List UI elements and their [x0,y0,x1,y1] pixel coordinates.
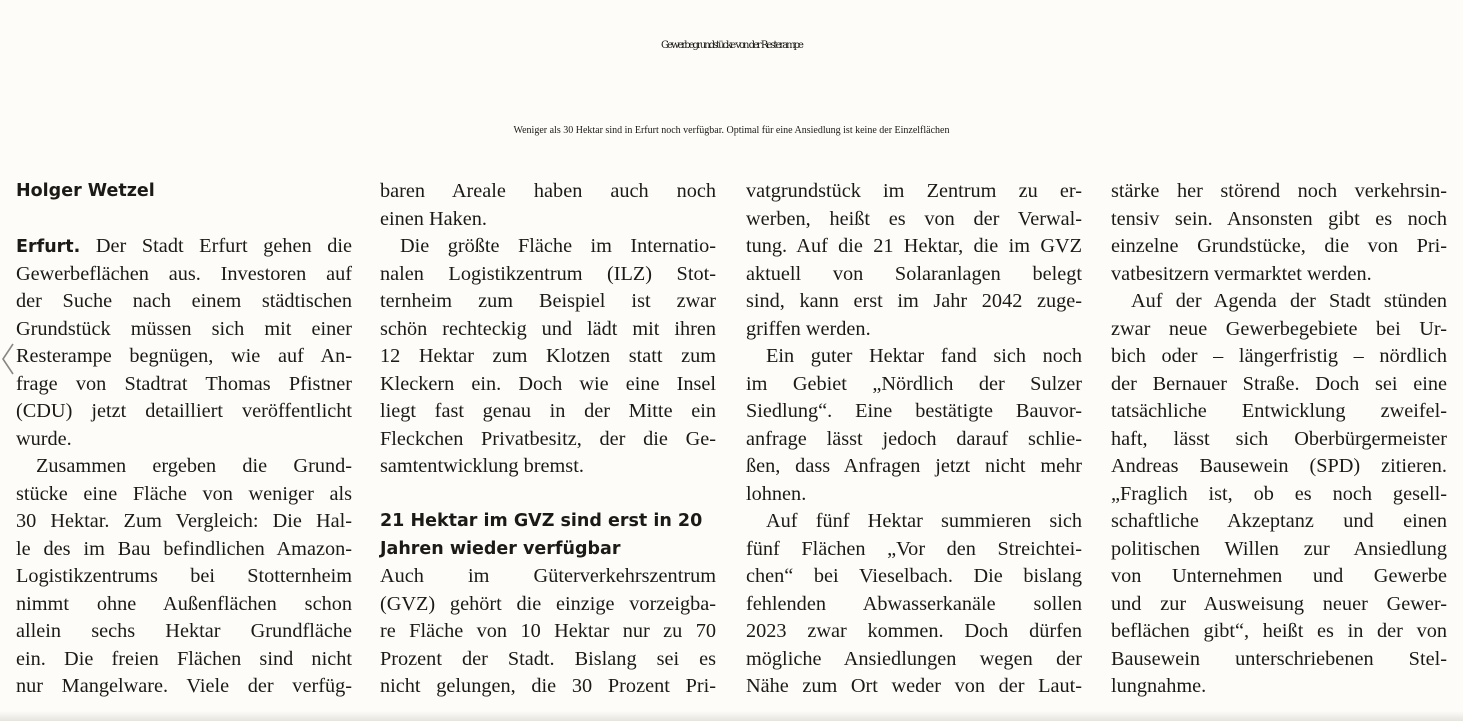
text-line: ternheim zum Beispiel ist zwar [380,290,716,312]
text-line: der Bernauer Straße. Doch sei eine [1111,372,1447,395]
text-line: Siedlung“. Eine bestätigte Bauvor- [746,400,1082,422]
text-line: Auf fünf Hektar summieren sich [766,510,1082,532]
text-line: le des im Bau befindlichen Amazon- [16,537,352,560]
text-line: im Gebiet „Nördlich der Sulzer [746,372,1082,395]
text-line: allein sechs Hektar Grundfläche [16,620,352,642]
text-line: mögliche Ansiedlungen wegen der [746,647,1082,670]
text-line: Nähe zum Ort weder von der Laut- [746,675,1082,697]
text-line: „Fraglich ist, ob es noch gesell- [1111,482,1447,505]
article-column-1 [16,178,352,701]
text-line: nalen Logistikzentrum (ILZ) Stot- [380,262,716,285]
text-line: stärke her störend noch verkehrsin- [1111,180,1447,202]
text-line: Bausewein unterschriebenen Stel- [1111,647,1447,670]
text-line: lungnahme. [1111,675,1207,697]
text-line: aktuell von Solaranlagen belegt [746,262,1082,285]
text-line: Auf der Agenda der Stadt stünden [1131,290,1447,312]
text-line: werben, heißt es von der Verwal- [746,207,1082,230]
text-line: Prozent der Stadt. Bislang sei es [380,647,716,670]
spacer [16,206,352,234]
text-line: stücke eine Fläche von weniger als [16,482,352,505]
text-line: beflächen gibt“, heißt es in der von [1111,620,1447,642]
text-line: schön rechteckig und lädt mit ihren [380,317,716,340]
text-line: 12 Hektar zum Klotzen statt zum [380,345,716,367]
text-line: samtentwicklung bremst. [380,455,584,477]
dateline: Erfurt. [16,237,81,257]
headline: Gewerbegrundstücke von der Resterampe [661,40,802,51]
article-column-3 [746,178,1082,701]
text-line: vatbesitzern vermarktet werden. [1111,262,1372,285]
text-line: nicht gelungen, die 30 Prozent Pri- [380,675,716,697]
text-line: Resterampe begnügen, wie auf An- [16,345,352,367]
text-line: baren Areale haben auch noch [380,180,716,202]
text-line: nur Mangelware. Viele der verfüg- [16,675,352,697]
text-line: ein. Die freien Flächen sind nicht [16,647,352,670]
text-line: (GVZ) gehört die einzige vorzeigba- [380,592,716,615]
text-line: frage von Stadtrat Thomas Pfistner [16,372,352,395]
text-line: Grundstück müssen sich mit einer [16,317,352,340]
text-line: lohnen. [746,482,807,505]
text-line [16,233,352,261]
spacer [380,481,716,509]
page-edge-shadow [0,711,1463,721]
text-line: Auch im Güterverkehrszentrum [380,565,716,587]
text-line: anfrage lässt jedoch darauf schlie- [746,427,1082,450]
text-line: Logistikzentrums bei Stotternheim [16,565,352,587]
text-line: einen Haken. [380,207,487,230]
text-line-content: Der Stadt Erfurt gehen die [95,235,352,257]
text-line: tensiv sein. Ansonsten gibt es noch [1111,207,1447,230]
text-line: fehlenden Abwasserkanäle sollen [746,592,1082,615]
article-column-2 [380,178,716,701]
text-line: von Unternehmen und Gewerbe [1111,565,1447,587]
text-line: 30 Hektar. Zum Vergleich: Die Hal- [16,510,352,532]
text-line: chen“ bei Vieselbach. Die bislang [746,565,1082,587]
text-line: politischen Willen zur Ansiedlung [1111,537,1447,560]
text-line: (CDU) jetzt detailliert veröffentlicht [16,400,352,422]
text-line: Gewerbeflächen aus. Investoren auf [16,262,352,285]
text-line: fünf Flächen „Vor den Streichtei- [746,537,1082,560]
text-line: schaftliche Akzeptanz und einen [1111,510,1447,532]
text-line: sind, kann erst im Jahr 2042 zuge- [746,290,1082,312]
text-line: re Fläche von 10 Hektar nur zu 70 [380,620,716,642]
text-line: zwar neue Gewerbegebiete bei Ur- [1111,317,1447,340]
text-line: 2023 zwar kommen. Doch dürfen [746,620,1082,642]
text-line: liegt fast genau in der Mitte ein [380,400,716,422]
subheading: Jahren wieder verfügbar [380,538,621,559]
text-line: und zur Ausweisung neuer Gewer- [1111,592,1447,615]
text-line: Zusammen ergeben die Grund- [36,455,352,477]
text-line: einzelne Grundstücke, die von Pri- [1111,235,1447,257]
text-line: Fleckchen Privatbesitz, der die Ge- [380,427,716,450]
article-column-4 [1111,178,1447,701]
text-line: vatgrundstück im Zentrum zu er- [746,180,1082,202]
text-line: Andreas Bausewein (SPD) zitieren. [1111,455,1447,477]
text-line: Kleckern ein. Doch wie eine Insel [380,372,716,395]
text-line: tatsächliche Entwicklung zweifel- [1111,400,1447,422]
text-line: der Suche nach einem städtischen [16,290,352,312]
subheadline: Weniger als 30 Hektar sind in Erfurt noch verfügbar. Optimal für eine Ansiedlung ist keine der Einzelflächen [513,125,950,136]
text-line: griffen werden. [746,317,871,340]
text-line: ßen, dass Anfragen jetzt nicht mehr [746,455,1082,477]
text-line: nimmt ohne Außenflächen schon [16,592,352,615]
text-line: bich oder – längerfristig – nördlich [1111,345,1447,367]
text-line: Ein guter Hektar fand sich noch [766,345,1082,367]
subheading: 21 Hektar im GVZ sind erst in 20 [380,511,703,531]
text-line: Die größte Fläche im Internatio- [400,235,716,257]
text-line: haft, lässt sich Oberbürgermeister [1111,427,1447,450]
chevron-left-icon[interactable] [0,342,16,376]
author-byline: Holger Wetzel [16,181,155,201]
text-line: wurde. [16,427,72,450]
text-line: tung. Auf die 21 Hektar, die im GVZ [746,235,1082,257]
